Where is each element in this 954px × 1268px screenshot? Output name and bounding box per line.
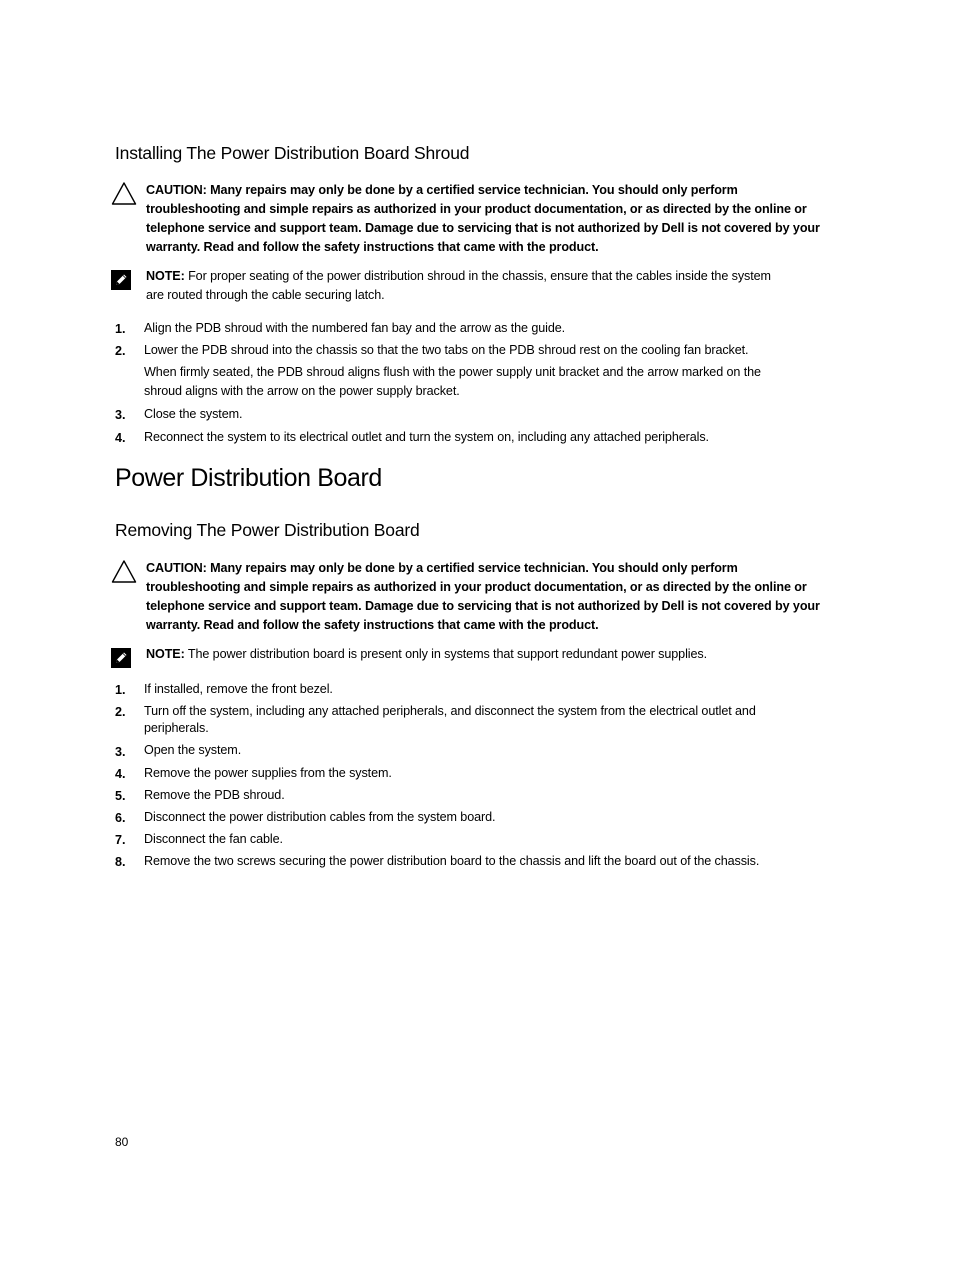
step-number: 5. [115, 789, 126, 803]
caution-line: CAUTION: Many repairs may only be done by a certified service technician. You should only perform [146, 561, 738, 575]
section-heading-installing-shroud: Installing The Power Distribution Board Shroud [115, 143, 470, 163]
caution-line: telephone service and support team. Damage due to servicing that is not authorized by Dell is not covered by your [146, 599, 820, 613]
step-text: Lower the PDB shroud into the chassis so that the two tabs on the PDB shroud rest on the cooling fan bracket. [144, 343, 749, 357]
step-text: Turn off the system, including any attached peripherals, and disconnect the system from the electrical outlet and [144, 704, 756, 718]
caution-line: warranty. Read and follow the safety instructions that came with the product. [146, 618, 599, 632]
chapter-title: Power Distribution Board [115, 464, 382, 492]
caution-line: telephone service and support team. Damage due to servicing that is not authorized by Dell is not covered by your [146, 221, 820, 235]
section-heading-removing-board: Removing The Power Distribution Board [115, 520, 420, 540]
step-text: Remove the power supplies from the system. [144, 766, 392, 780]
note-text: For proper seating of the power distribution shroud in the chassis, ensure that the cables inside the system [184, 269, 771, 283]
step-number: 6. [115, 811, 126, 825]
step-number: 1. [115, 683, 126, 697]
step-text: If installed, remove the front bezel. [144, 682, 333, 696]
step-text: Open the system. [144, 743, 242, 757]
note-pencil-icon [111, 648, 131, 668]
note-label: NOTE: [146, 269, 185, 283]
step-number: 4. [115, 431, 126, 445]
caution-icon [111, 559, 137, 584]
step-text: Disconnect the fan cable. [144, 832, 283, 846]
step-text: Remove the PDB shroud. [144, 788, 285, 802]
caution-icon [111, 181, 137, 206]
step-number: 4. [115, 767, 126, 781]
step-text: Reconnect the system to its electrical outlet and turn the system on, including any attached peripherals. [144, 430, 709, 444]
note-text: are routed through the cable securing latch. [146, 288, 385, 302]
caution-line: troubleshooting and simple repairs as authorized in your product documentation, or as directed by the online or [146, 580, 807, 594]
step-text: Align the PDB shroud with the numbered fan bay and the arrow as the guide. [144, 321, 566, 335]
note-pencil-icon [111, 270, 131, 290]
step-number: 3. [115, 408, 126, 422]
step-text: Remove the two screws securing the power distribution board to the chassis and lift the board out of the chassis. [144, 854, 760, 868]
caution-line: CAUTION: Many repairs may only be done by a certified service technician. You should only perform [146, 183, 738, 197]
step-text: shroud aligns with the arrow on the power supply bracket. [144, 384, 460, 398]
step-text: When firmly seated, the PDB shroud aligns flush with the power supply unit bracket and the arrow marked on the [144, 365, 761, 379]
step-number: 3. [115, 745, 126, 759]
caution-line: warranty. Read and follow the safety instructions that came with the product. [146, 240, 599, 254]
step-number: 7. [115, 833, 126, 847]
step-number: 2. [115, 344, 126, 358]
step-number: 2. [115, 705, 126, 719]
step-text: Close the system. [144, 407, 243, 421]
note-label: NOTE: [146, 647, 185, 661]
step-text: peripherals. [144, 721, 209, 735]
note-block [146, 647, 707, 661]
step-number: 8. [115, 855, 126, 869]
page-number: 80 [115, 1135, 129, 1149]
note-text: The power distribution board is present only in systems that support redundant power supplies. [184, 647, 707, 661]
step-number: 1. [115, 322, 126, 336]
step-text: Disconnect the power distribution cables from the system board. [144, 810, 496, 824]
caution-line: troubleshooting and simple repairs as authorized in your product documentation, or as directed by the online or [146, 202, 807, 216]
